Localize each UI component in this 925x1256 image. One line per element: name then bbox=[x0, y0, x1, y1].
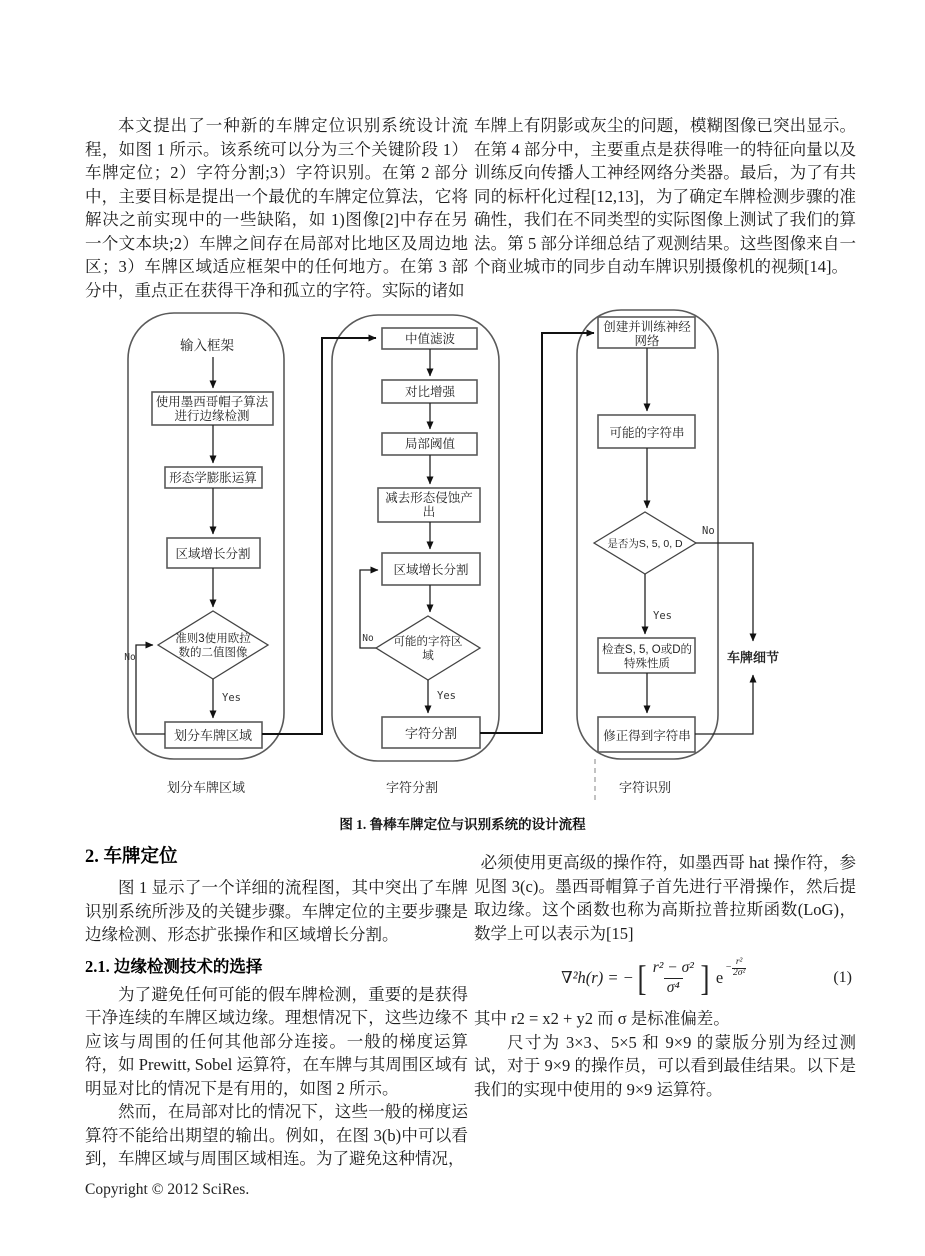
equation-denominator: σ⁴ bbox=[664, 978, 683, 998]
section2-heading: 2. 车牌定位 bbox=[85, 847, 178, 867]
section2-column-right bbox=[474, 851, 856, 1101]
equation-1 bbox=[474, 956, 856, 998]
stage1-label: 划分车牌区域 bbox=[166, 780, 246, 795]
node-dilation-label: 形态学膨胀运算 bbox=[169, 471, 257, 485]
node-contrast-label: 对比增强 bbox=[404, 385, 456, 399]
stage3-label: 字符识别 bbox=[618, 780, 672, 795]
intro-paragraph-left: 本文提出了一种新的车牌定位识别系统设计流程，如图 1 所示。该系统可以分为三个关键阶段 1）车牌定位；2）字符分割;3）字符识别。在第 2 部分中，主要目标是提出一个最优的车牌定位算法，它将解决之前实现中的一些缺陷，如 1)图像[2]中存在另一个文本块;2）车牌之间存在局部对比地区及周边地区；3）车牌区域适应框架中的任何地方。在第 3 部分中，重点正在获得干净和孤立的字符。实际的诸如 bbox=[85, 116, 468, 300]
label-yes: Yes bbox=[653, 610, 672, 622]
decision-char-region-line1: 可能的字符区 bbox=[393, 636, 463, 648]
intro-column-right bbox=[474, 114, 856, 279]
section21-paragraph2: 然而，在局部对比的情况下，这些一般的梯度运算符不能给出期望的输出。例如，在图 3(b)中可以看到，车牌区域与周围区域相连。为了避免这种情况， bbox=[85, 1102, 468, 1168]
label-yes: Yes bbox=[437, 690, 456, 702]
copyright-notice: Copyright © 2012 SciRes. bbox=[85, 1181, 250, 1198]
node-erosion-subtract-line1: 减去形态侵蚀产 bbox=[385, 491, 473, 505]
node-edge-detection-line2: 进行边缘检测 bbox=[174, 409, 250, 423]
right-paragraph2: 其中 r2 = x2 + y2 而 σ 是标准偏差。 bbox=[474, 1009, 730, 1029]
intro-column-left bbox=[85, 114, 468, 302]
equation-exp-numerator: r² bbox=[735, 956, 743, 967]
node-input-frame: 输入框架 bbox=[180, 338, 234, 353]
no-branch-to-plate-details bbox=[696, 543, 753, 641]
decision-euler-line1: 准则3使用欧拉 bbox=[175, 633, 251, 645]
equation-numerator: r² − σ² bbox=[652, 959, 694, 976]
label-no: No bbox=[362, 633, 374, 644]
decision-s5od-label: 是否为S, 5, 0, D bbox=[607, 538, 683, 550]
node-correct-string-label: 修正得到字符串 bbox=[603, 729, 691, 743]
node-region-growing2-label: 区域增长分割 bbox=[393, 563, 469, 577]
node-plate-details: 车牌细节 bbox=[726, 650, 780, 665]
decision-char-region-line2: 域 bbox=[422, 650, 434, 662]
label-no: No bbox=[124, 652, 136, 663]
node-region-growing1-label: 区域增长分割 bbox=[175, 547, 251, 561]
label-yes: Yes bbox=[222, 692, 241, 704]
equation-exp-sign: − bbox=[725, 961, 732, 973]
section2-paragraph1: 图 1 显示了一个详细的流程图，其中突出了车牌识别系统所涉及的关键步骤。车牌定位的主要步骤是边缘检测、形态扩张操作和区域增长分割。 bbox=[85, 878, 468, 944]
stage1-container bbox=[128, 313, 284, 759]
decision-char-region-diamond bbox=[376, 616, 480, 680]
decision-euler-diamond bbox=[158, 611, 268, 679]
equation-number: (1) bbox=[833, 969, 852, 987]
node-divide-plate-label: 划分车牌区域 bbox=[173, 728, 253, 743]
node-create-nn-line2: 网络 bbox=[634, 334, 660, 348]
section21-paragraph1: 为了避免任何可能的假车牌检测，重要的是获得干净连续的车牌区域边缘。理想情况下，这些边缘不应该与周围的任何其他部分连接。一般的梯度运算符，如 Prewitt, Sobel 运算符，在车牌与其周围区域有明显对比的情况下是有用的，如图 2 所示。 bbox=[85, 984, 468, 1098]
right-paragraph3: 尺寸为 3×3、5×5 和 9×9 的蒙版分别为经过测试，对于 9×9 的操作员，可以看到最佳结果。以下是我们的实现中使用的 9×9 运算符。 bbox=[474, 1032, 856, 1099]
figure-1-caption: 图 1. 鲁棒车牌定位与识别系统的设计流程 bbox=[339, 817, 586, 832]
node-median-filter-label: 中值滤波 bbox=[404, 332, 456, 346]
decision-euler-line2: 数的二值图像 bbox=[178, 647, 248, 659]
section2-column-left bbox=[85, 845, 468, 1171]
equation-body bbox=[474, 956, 833, 998]
node-erosion-subtract-line2: 出 bbox=[422, 505, 436, 519]
equation-exp-base: e bbox=[715, 968, 724, 988]
node-edge-detection-line1: 使用墨西哥帽子算法 bbox=[155, 395, 269, 409]
equation-exp-denominator: 2σ² bbox=[732, 967, 746, 978]
figure-1-flowchart bbox=[0, 300, 925, 812]
stage1-to-stage2-connector bbox=[262, 338, 376, 734]
node-local-threshold-label: 局部阈值 bbox=[404, 437, 456, 451]
node-create-nn-line1: 创建并训练神经 bbox=[603, 320, 691, 334]
stage2-label: 字符分割 bbox=[385, 780, 439, 795]
equation-left-bracket: [ bbox=[637, 957, 647, 998]
correct-string-to-plate-details bbox=[695, 675, 753, 734]
equation-right-bracket: ] bbox=[700, 957, 710, 998]
equation-exponent bbox=[725, 958, 746, 979]
intro-paragraph-right: 车牌上有阴影或灰尘的问题，模糊图像已突出显示。在第 4 部分中，主要重点是获得唯一的特征向量以及训练反向传播人工神经网络分类器。最后，为了有共同的标杆化过程[12,13]，为了确定车牌检测步骤的准确性，我们在不同类型的实际图像上测试了我们的算法。第 5 部分详细总结了观测结果。这些图像来自一个商业城市的同步自动车牌识别摄像机的视频[14]。 bbox=[474, 116, 856, 276]
right-paragraph1: 必须使用更高级的操作符，如墨西哥 hat 操作符，参见图 3(c)。墨西哥帽算子首先进行平滑操作，然后提取边缘。这个函数也称为高斯拉普拉斯函数(LoG)，数学上可以表示为[15] bbox=[474, 853, 856, 943]
label-no: No bbox=[702, 525, 715, 537]
section21-heading: 2.1. 边缘检测技术的选择 bbox=[85, 956, 263, 976]
no-loop-arrow bbox=[136, 645, 165, 734]
equation-exp-fraction bbox=[732, 958, 746, 979]
equation-lhs: ∇²h(r) = − bbox=[561, 968, 634, 988]
node-check-s5od-line2: 特殊性质 bbox=[624, 658, 670, 670]
node-char-segment-label: 字符分割 bbox=[404, 726, 458, 741]
node-check-s5od-line1: 检查S, 5, O或D的 bbox=[601, 644, 693, 656]
equation-fraction bbox=[650, 959, 697, 997]
node-possible-string-label: 可能的字符串 bbox=[609, 426, 685, 440]
